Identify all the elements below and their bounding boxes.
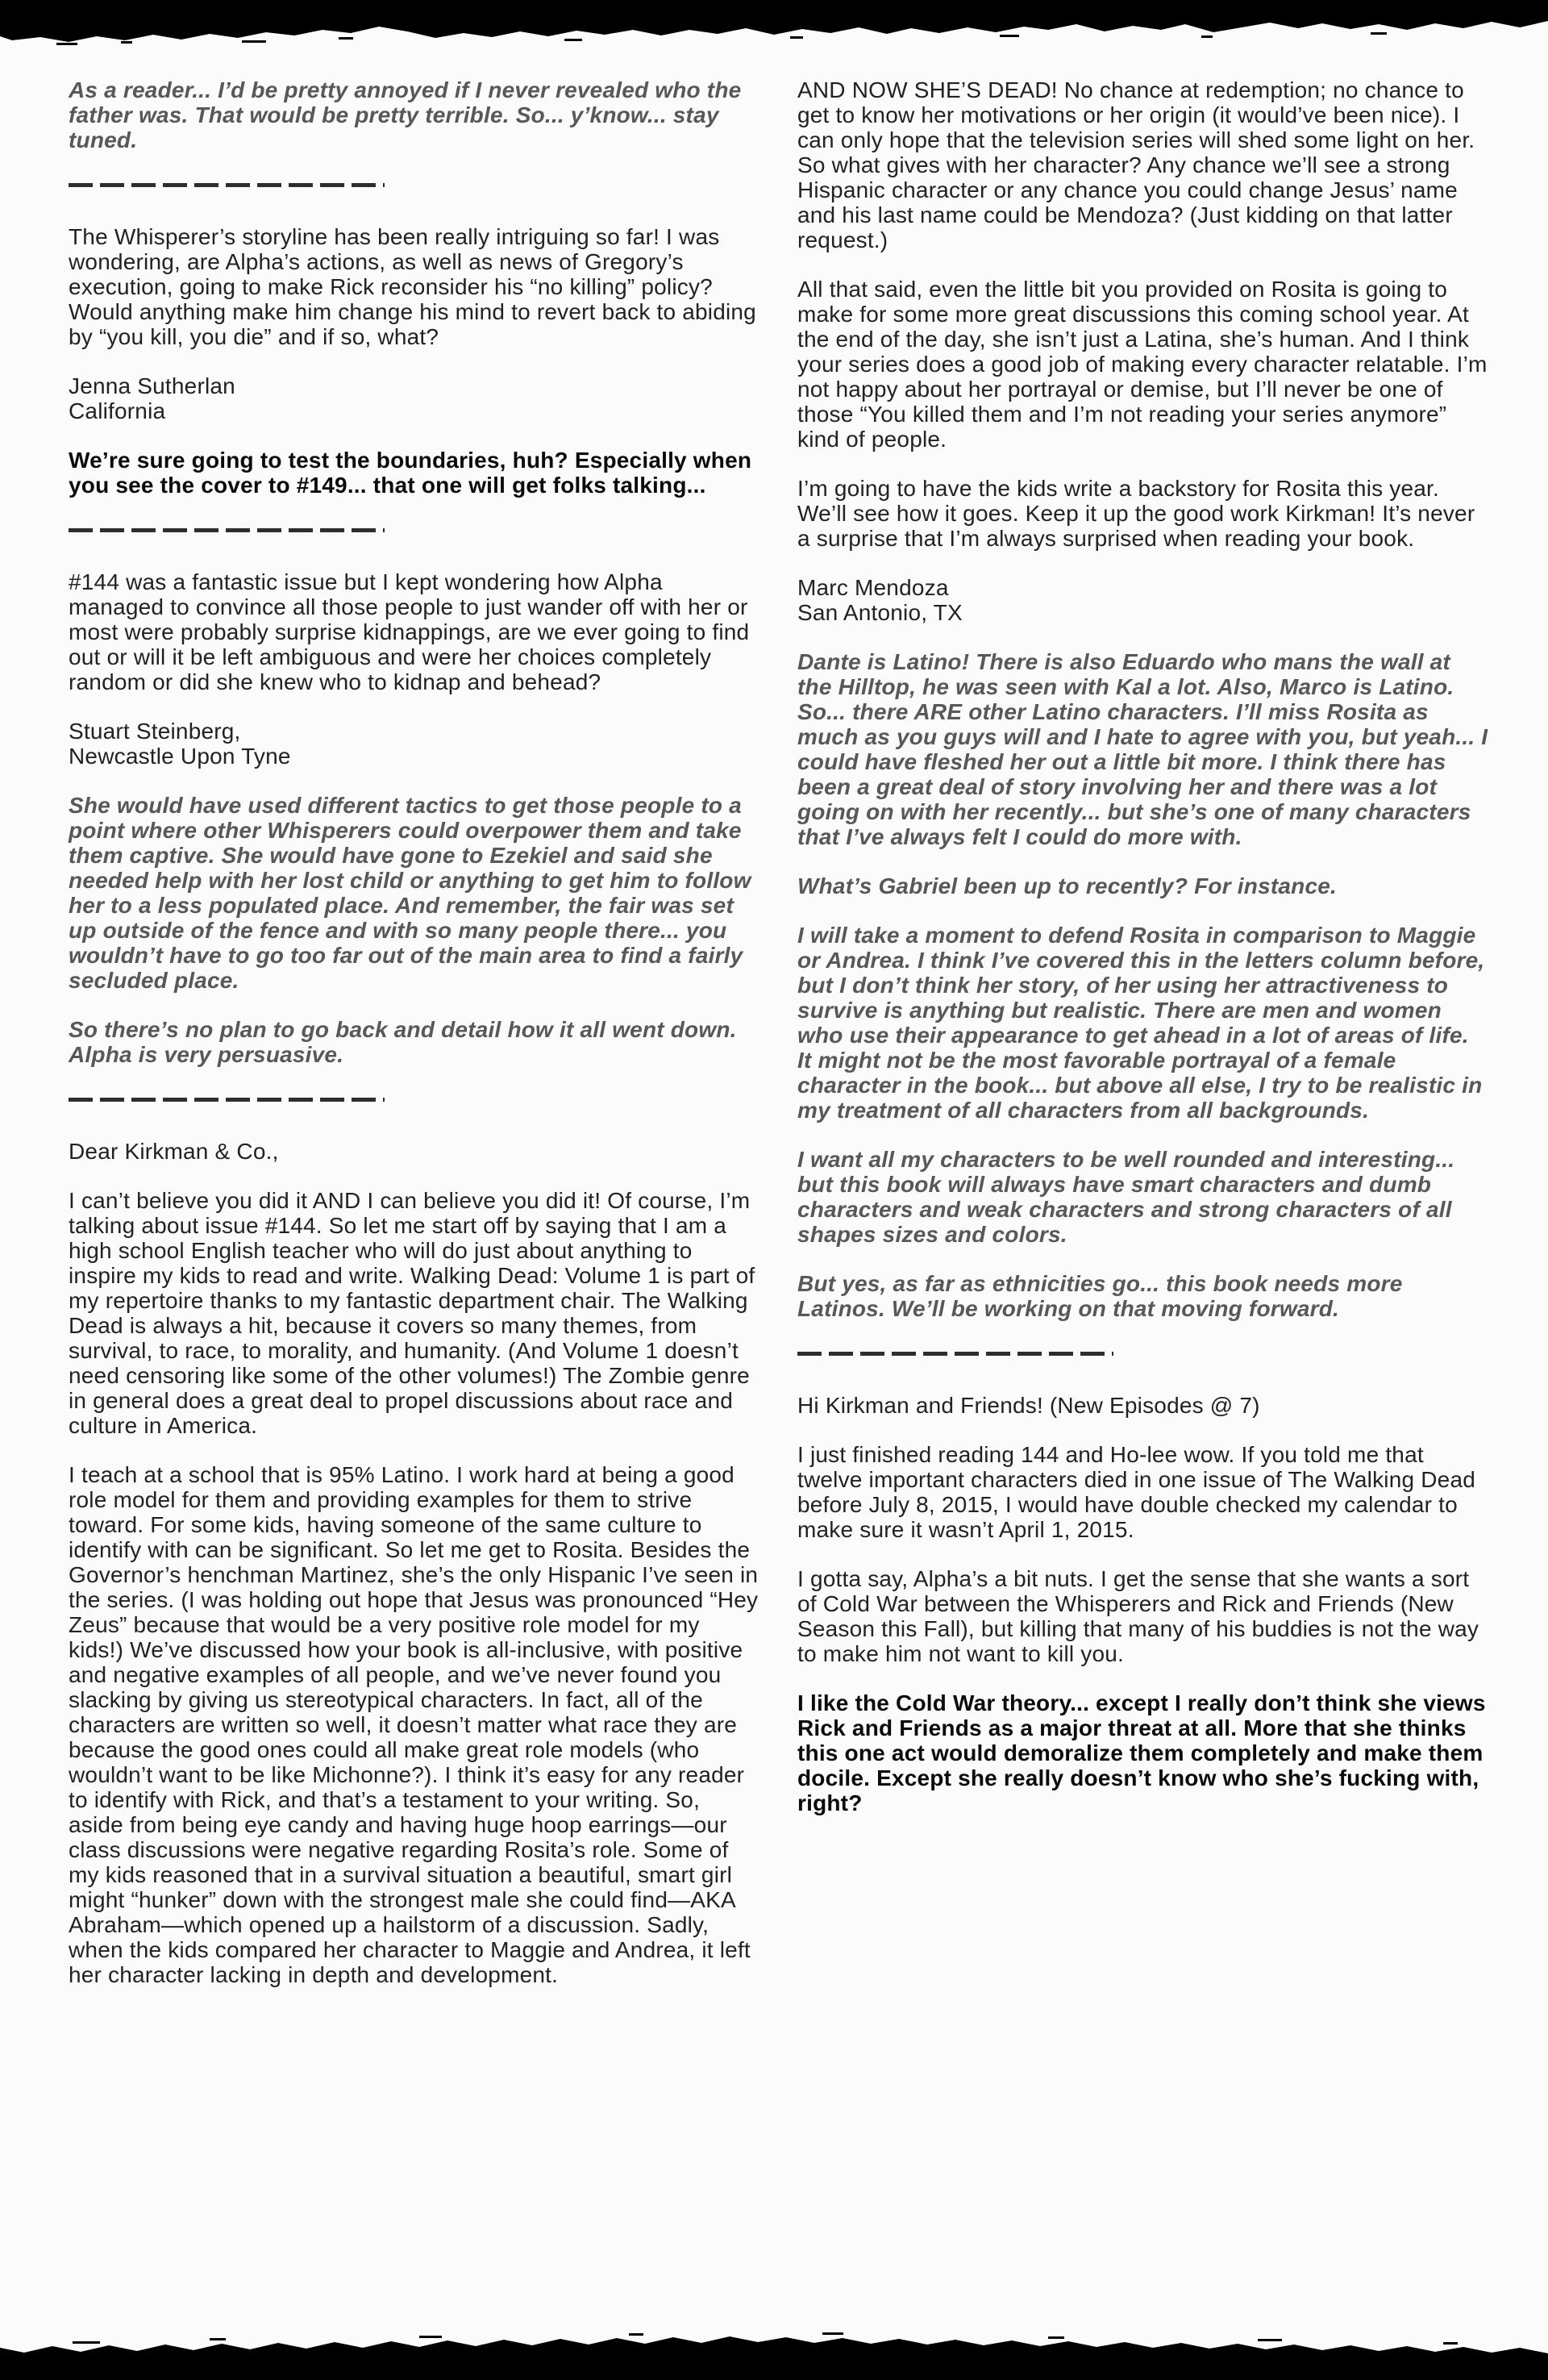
reader-letter-paragraph: I’m going to have the kids write a backstory for Rosita this year. We’ll see how it goes. Keep it up the good work Kirkman! It’s never a surprise that I’m always surprised when reading your book. — [797, 476, 1475, 551]
letter-signature — [69, 719, 760, 769]
reader-letter-paragraph: AND NOW SHE’S DEAD! No chance at redemption; no chance to get to know her motivations or her origin (it would’ve been nice). I can only hope that the television series will shed some light on her. So what gives with her character? Any chance we’ll see a strong Hispanic character or any chance you could change Jesus’ name and his last name could be Mendoza? (Just kidding on that latter request.) — [797, 77, 1475, 252]
reader-letter-paragraph: All that said, even the little bit you provided on Rosita is going to make for some more great discussions this coming school year. At the end of the day, she isn’t just a Latina, she’s human. And I think your series does a good job of making every character relatable. I’m not happy about her portrayal or demise, but I’ll never be one of those “You killed them and I’m not reading your series anymore” kind of people. — [797, 277, 1488, 452]
signature-line: Stuart Steinberg, — [69, 719, 241, 744]
reader-letter-paragraph: #144 was a fantastic issue but I kept wondering how Alpha managed to convince all those people to just wander off with her or most were probably surprise kidnappings, are we ever going to find out or will it be left ambiguous and were her choices completely random or did she knew who to kidnap and behead? — [69, 569, 750, 694]
editor-response-emphasis-paragraph: We’re sure going to test the boundaries, huh? Especially when you see the cover to #149... that one will get folks talking... — [69, 448, 752, 498]
editor-response-paragraph: She would have used different tactics to get those people to a point where other Whisperers could overpower them and take them captive. She would have gone to Ezekiel and said she needed help with her lost child or anything to get him to follow her to a less populated place. And remember, the fair was set up outside of the fence and with so many people there... you wouldn’t have to go too far out of the main area to find a fairly secluded place. — [69, 793, 751, 993]
reader-letter-paragraph: Hi Kirkman and Friends! (New Episodes @ 7) — [797, 1393, 1260, 1418]
section-divider — [69, 1098, 385, 1102]
torn-edge-bottom — [0, 2315, 1548, 2380]
editor-response-paragraph: What’s Gabriel been up to recently? For instance. — [797, 873, 1337, 898]
reader-letter-paragraph: I teach at a school that is 95% Latino. I work hard at being a good role model for them and providing examples for them to strive toward. For some kids, having someone of the same culture to identify with can be significant. So let me get to Rosita. Besides the Governor’s henchman Martinez, she’s the only Hispanic I’ve seen in the series. (I was holding out hope that Jesus was pronounced “Hey Zeus” because that would be a very positive role model for my kids!) We’ve discussed how your book is all-inclusive, with positive and negative examples of all people, and we’ve never found you slacking by giving us stereotypical characters. In fact, all of the characters are written so well, it doesn’t matter what race they are because the good ones could all make great role models (who wouldn’t want to be like Michonne?). I think it’s easy for any reader to identify with Rick, and that’s a testament to your writing. So, aside from being eye candy and having huge hoop earrings—our class discussions were negative regarding Rosita’s role. Some of my kids reasoned that in a survival situation a beautiful, smart girl might “hunker” down with the strongest male she could find—AKA Abraham—which opened up a hailstorm of a discussion. Sadly, when the kids compared her character to Maggie and Andrea, it left her character lacking in depth and development. — [69, 1462, 759, 1987]
section-divider — [69, 183, 385, 187]
torn-edge-top — [0, 0, 1548, 48]
editor-response-paragraph: I will take a moment to defend Rosita in comparison to Maggie or Andrea. I think I’ve covered this in the letters column before, but I don’t think her story, of her using her attractiveness to survive is anything but realistic. There are men and women who use their appearance to get ahead in a lot of areas of life. It might not be the most favorable portrayal of a female character in the book... but above all else, I try to be realistic in my treatment of all characters from all backgrounds. — [797, 923, 1485, 1123]
reader-letter-paragraph: Dear Kirkman & Co., — [69, 1139, 279, 1164]
reader-letter-paragraph: I can’t believe you did it AND I can believe you did it! Of course, I’m talking about issue #144. So let me start off by saying that I am a high school English teacher who will do just about anything to inspire my kids to read and write. Walking Dead: Volume 1 is part of my repertoire thanks to my fantastic department chair. The Walking Dead is always a hit, because it covers so many themes, from survival, to race, to morality, and humanity. (And Volume 1 doesn’t need censoring like some of the other volumes!) The Zombie genre in general does a great deal to propel discussions about race and culture in America. — [69, 1188, 755, 1438]
signature-line: Jenna Sutherlan — [69, 373, 235, 398]
reader-letter-paragraph: I just finished reading 144 and Ho-lee wow. If you told me that twelve important characters died in one issue of The Walking Dead before July 8, 2015, I would have double checked my calendar to make sure it wasn’t April 1, 2015. — [797, 1442, 1475, 1542]
section-divider — [69, 528, 385, 532]
signature-line: Newcastle Upon Tyne — [69, 744, 291, 769]
signature-line: Marc Mendoza — [797, 575, 949, 600]
right-column — [797, 77, 1489, 2011]
editor-response-paragraph: As a reader... I’d be pretty annoyed if I never revealed who the father was. That would be pretty terrible. So... y’know... stay tuned. — [69, 77, 742, 152]
editor-response-emphasis-paragraph: I like the Cold War theory... except I really don’t think she views Rick and Friends as a major threat at all. More that she thinks this one act would demoralize them completely and make them docile. Except she really doesn’t know who she’s fucking with, right? — [797, 1690, 1486, 1815]
editor-response-paragraph: But yes, as far as ethnicities go... this book needs more Latinos. We’ll be working on that moving forward. — [797, 1271, 1403, 1321]
editor-response-paragraph: So there’s no plan to go back and detail how it all went down. Alpha is very persuasive. — [69, 1017, 737, 1067]
signature-line: San Antonio, TX — [797, 600, 963, 625]
letter-signature — [69, 373, 760, 423]
reader-letter-paragraph: The Whisperer’s storyline has been really intriguing so far! I was wondering, are Alpha’s actions, as well as news of Gregory’s execution, going to make Rick reconsider his “no killing” policy? Would anything make him change his mind to revert back to abiding by “you kill, you die” and if so, what? — [69, 224, 756, 349]
reader-letter-paragraph: I gotta say, Alpha’s a bit nuts. I get the sense that she wants a sort of Cold War between the Whisperers and Rick and Friends (New Season this Fall), but killing that many of his buddies is not the way to make him not want to kill you. — [797, 1566, 1479, 1666]
editor-response-paragraph: I want all my characters to be well rounded and interesting... but this book will always have smart characters and dumb characters and weak characters and strong characters of all shapes sizes and colors. — [797, 1147, 1455, 1247]
section-divider — [797, 1352, 1113, 1356]
letters-columns — [69, 77, 1489, 2011]
letter-signature — [797, 575, 1489, 625]
left-column — [69, 77, 760, 2011]
signature-line: California — [69, 398, 166, 423]
editor-response-paragraph: Dante is Latino! There is also Eduardo who mans the wall at the Hilltop, he was seen with Kal a lot. Also, Marco is Latino. So... there ARE other Latino characters. I’ll miss Rosita as much as you guys will and I hate to agree with you, but yeah... I could have fleshed her out a little bit more. I think there has been a great deal of story involving her and there was a lot going on with her recently... but she’s one of many characters that I’ve always felt I could do more with. — [797, 649, 1488, 849]
